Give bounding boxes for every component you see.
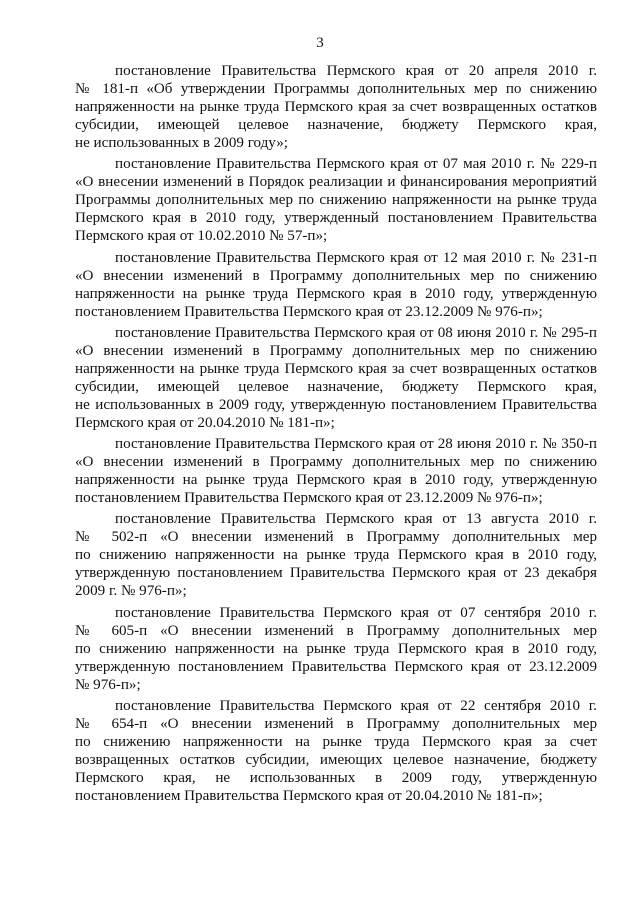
- text-line: постановление Правительства Пермского края от 07 мая 2010 г. № 229-п: [115, 156, 597, 173]
- text-line: возвращенных остатков субсидии, имеющих целевое назначение, бюджету: [75, 752, 597, 769]
- page-number: 3: [316, 35, 324, 51]
- text-line: по снижению напряженности на рынке труда Пермского края в 2010 году,: [75, 547, 597, 564]
- text-line: напряженности на рынке труда Пермского края в 2010 году, утвержденную: [75, 472, 597, 489]
- paragraph-resolution-229p: [75, 155, 597, 245]
- text-line: субсидии, имеющей целевое назначение, бюджету Пермского края,: [75, 117, 597, 133]
- text-line: «О внесении изменений в Порядок реализации и финансирования мероприятий: [75, 174, 597, 191]
- text-line: не использованных в 2009 году, утвержденную постановлением Правительства: [75, 396, 597, 413]
- paragraph-resolution-654p: [75, 697, 597, 805]
- text-line: Пермского края, не использованных в 2009 году, утвержденную: [75, 770, 597, 787]
- text-line: напряженности на рынке труда Пермского края за счет возвращенных остатков: [75, 99, 597, 115]
- text-line: № 654-п «О внесении изменений в Программу дополнительных мер: [75, 716, 597, 733]
- paragraph-resolution-350p: [75, 435, 597, 507]
- document-body: [75, 62, 597, 805]
- text-line: постановление Правительства Пермского края от 12 мая 2010 г. № 231-п: [115, 249, 597, 266]
- text-line: постановление Правительства Пермского края от 08 июня 2010 г. № 295-п: [115, 324, 597, 341]
- text-line: № 502-п «О внесении изменений в Программу дополнительных мер: [75, 529, 597, 546]
- paragraph-resolution-231p: [75, 249, 597, 321]
- text-line: постановление Правительства Пермского края от 13 августа 2010 г.: [115, 511, 597, 528]
- text-line: Пермского края от 10.02.2010 № 57-п»;: [75, 228, 328, 245]
- text-line: напряженности на рынке труда Пермского края в 2010 году, утвержденную: [75, 285, 597, 302]
- text-line: «О внесении изменений в Программу дополнительных мер по снижению: [75, 454, 597, 471]
- text-line: субсидии, имеющей целевое назначение, бюджету Пермского края,: [75, 378, 597, 395]
- text-line: Пермского края в 2010 году, утвержденный постановлением Правительства: [75, 210, 597, 227]
- text-line: № 605-п «О внесении изменений в Программу дополнительных мер: [75, 622, 597, 639]
- text-line: утвержденную постановлением Правительства Пермского края от 23.12.2009: [75, 658, 597, 675]
- paragraph-resolution-502p: [75, 510, 597, 600]
- text-line: «О внесении изменений в Программу дополнительных мер по снижению: [75, 342, 597, 359]
- text-line: по снижению напряженности на рынке труда Пермского края в 2010 году,: [75, 640, 597, 657]
- paragraph-resolution-181p: [75, 62, 597, 152]
- text-line: № 976-п»;: [75, 676, 141, 693]
- text-line: постановлением Правительства Пермского края от 23.12.2009 № 976-п»;: [75, 303, 543, 320]
- text-line: постановление Правительства Пермского края от 28 июня 2010 г. № 350-п: [115, 436, 597, 453]
- text-line: № 181-п «Об утверждении Программы дополнительных мер по снижению: [75, 81, 597, 97]
- text-line: утвержденную постановлением Правительства Пермского края от 23 декабря: [75, 565, 597, 582]
- text-line: постановлением Правительства Пермского края от 20.04.2010 № 181-п»;: [75, 788, 543, 805]
- text-line: постановление Правительства Пермского края от 20 апреля 2010 г.: [115, 63, 597, 79]
- text-line: не использованных в 2009 году»;: [75, 135, 288, 151]
- text-line: 2009 г. № 976-п»;: [75, 583, 187, 600]
- text-line: «О внесении изменений в Программу дополнительных мер по снижению: [75, 267, 597, 284]
- text-line: Программы дополнительных мер по снижению напряженности на рынке труда: [75, 192, 597, 209]
- text-line: Пермского края от 20.04.2010 № 181-п»;: [75, 414, 335, 431]
- text-line: постановление Правительства Пермского края от 07 сентября 2010 г.: [115, 604, 597, 621]
- paragraph-resolution-295p: [75, 324, 597, 432]
- text-line: по снижению напряженности на рынке труда Пермского края за счет: [75, 734, 597, 751]
- text-line: постановлением Правительства Пермского края от 23.12.2009 № 976-п»;: [75, 490, 543, 507]
- paragraph-resolution-605p: [75, 604, 597, 694]
- text-line: постановление Правительства Пермского края от 22 сентября 2010 г.: [115, 698, 597, 715]
- text-line: напряженности на рынке труда Пермского края за счет возвращенных остатков: [75, 360, 597, 377]
